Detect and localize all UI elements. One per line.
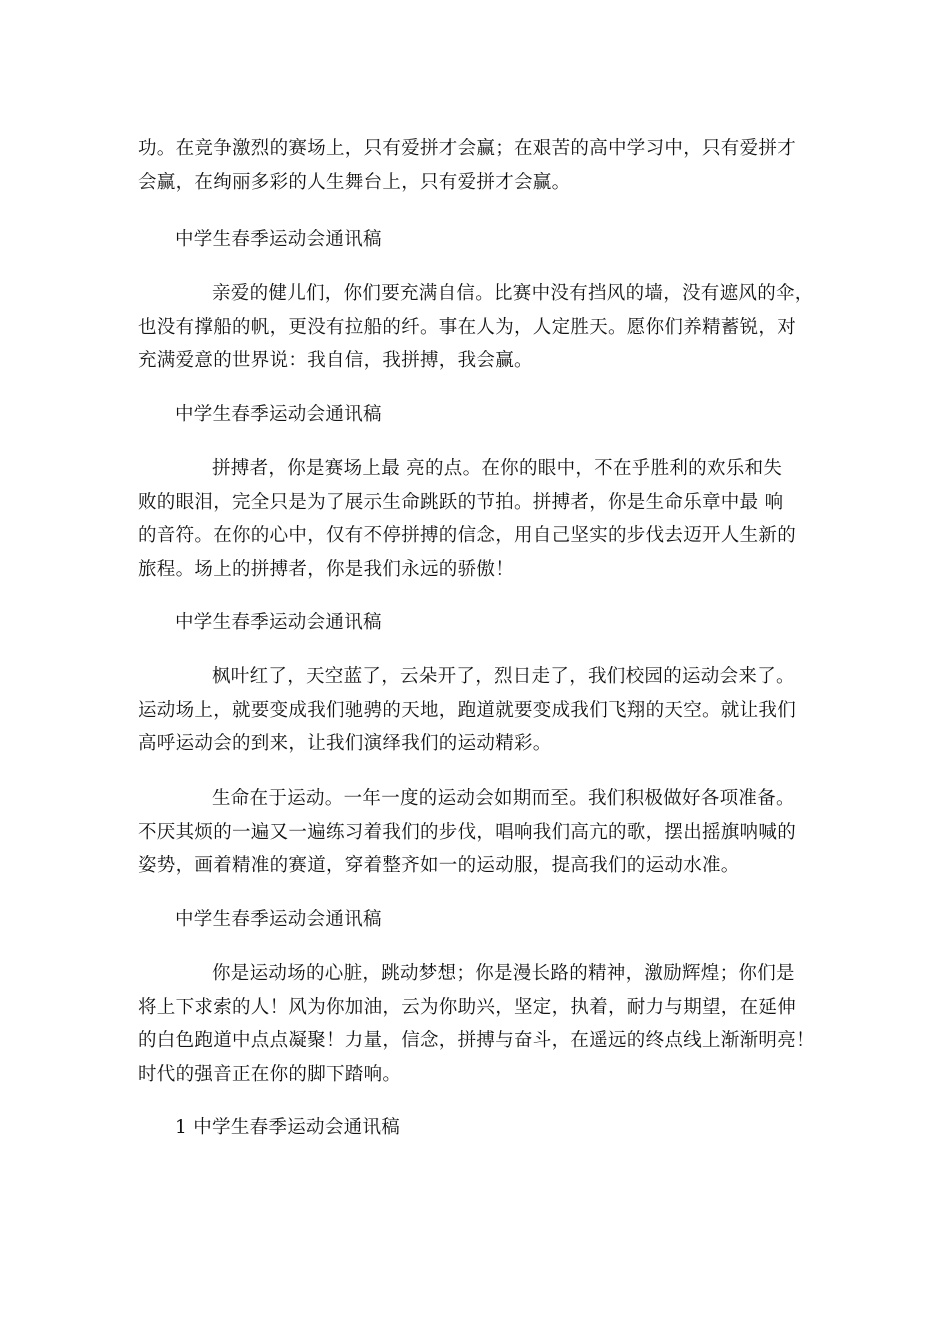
- paragraph-line: 功。在竞争激烈的赛场上，只有爱拼才会赢；在艰苦的高中学习中，只有爱拼才: [138, 138, 797, 159]
- paragraph-line: 拼搏者，你是赛场上最 亮的点。在你的眼中，不在乎胜利的欢乐和失: [212, 458, 783, 479]
- section-heading: 1 中学生春季运动会通讯稿: [175, 1117, 401, 1138]
- paragraph-line: 不厌其烦的一遍又一遍练习着我们的步伐，唱响我们高亢的歌，摆出摇旗呐喊的: [138, 822, 797, 843]
- paragraph-line: 时代的强音正在你的脚下踏响。: [138, 1064, 402, 1085]
- paragraph-line: 高呼运动会的到来，让我们演绎我们的运动精彩。: [138, 733, 552, 754]
- paragraph-line: 姿势，画着精准的赛道，穿着整齐如一的运动服，提高我们的运动水准。: [138, 855, 740, 876]
- paragraph-line: 亲爱的健儿们，你们要充满自信。比赛中没有挡风的墙，没有遮风的伞，: [212, 283, 814, 304]
- paragraph-line: 会赢，在绚丽多彩的人生舞台上，只有爱拼才会赢。: [138, 172, 571, 193]
- paragraph-line: 枫叶红了，天空蓝了，云朵开了，烈日走了，我们校园的运动会来了。: [212, 666, 795, 687]
- paragraph-line: 将上下求索的人！风为你加油，云为你助兴，坚定，执着，耐力与期望，在延伸: [138, 997, 797, 1018]
- section-heading: 中学生春季运动会通讯稿: [175, 909, 382, 930]
- paragraph-line: 运动场上，就要变成我们驰骋的天地，跑道就要变成我们飞翔的天空。就让我们: [138, 700, 797, 721]
- section-heading: 中学生春季运动会通讯稿: [175, 229, 382, 250]
- paragraph-line: 的白色跑道中点点凝聚！力量，信念，拼搏与奋斗，在遥远的终点线上渐渐明亮！: [138, 1030, 815, 1051]
- paragraph-line: 充满爱意的世界说：我自信，我拼搏，我会赢。: [138, 350, 533, 371]
- paragraph-line: 的音符。在你的心中，仅有不停拼搏的信念，用自己坚实的步伐去迈开人生新的: [138, 525, 797, 546]
- paragraph-line: 你是运动场的心脏，跳动梦想；你是漫长路的精神，激励辉煌；你们是: [212, 963, 795, 984]
- paragraph-line: 也没有撑船的帆，更没有拉船的纤。事在人为，人定胜天。愿你们养精蓄锐，对: [138, 317, 797, 338]
- paragraph-line: 生命在于运动。一年一度的运动会如期而至。我们积极做好各项准备。: [212, 788, 795, 809]
- section-heading: 中学生春季运动会通讯稿: [175, 404, 382, 425]
- paragraph-line: 旅程。场上的拼搏者，你是我们永远的骄傲！: [138, 559, 515, 580]
- section-heading: 中学生春季运动会通讯稿: [175, 612, 382, 633]
- paragraph-line: 败的眼泪，完全只是为了展示生命跳跃的节拍。拼搏者，你是生命乐章中最 响: [138, 492, 784, 513]
